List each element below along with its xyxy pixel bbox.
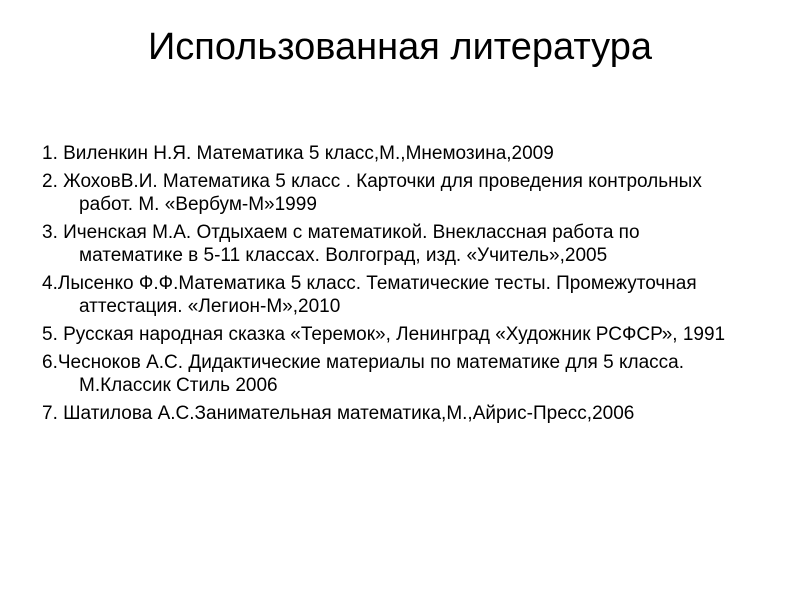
reference-item: 2. ЖоховВ.И. Математика 5 класс . Карточки для проведения контрольных работ. М. «Вербум-М»1999 xyxy=(42,171,702,215)
reference-item: 7. Шатилова А.С.Занимательная математика,М.,Айрис-Пресс,2006 xyxy=(42,403,635,424)
reference-item: 5. Русская народная сказка «Теремок», Ленинград «Художник РСФСР», 1991 xyxy=(42,324,726,345)
reference-item: 6.Чесноков А.С. Дидактические материалы по математике для 5 класса. М.Классик Стиль 2006 xyxy=(42,352,684,396)
slide-title: Использованная литература xyxy=(147,26,653,68)
reference-item: 3. Иченская М.А. Отдыхаем с математикой. Внеклассная работа по математике в 5-11 классах. Волгоград, изд. «Учитель»,2005 xyxy=(42,222,640,266)
reference-item: 4.Лысенко Ф.Ф.Математика 5 класс. Тематические тесты. Промежуточная аттестация. «Легион-М»,2010 xyxy=(42,273,697,317)
reference-item: 1. Виленкин Н.Я. Математика 5 класс,М.,Мнемозина,2009 xyxy=(42,143,554,164)
reference-list xyxy=(42,142,742,430)
